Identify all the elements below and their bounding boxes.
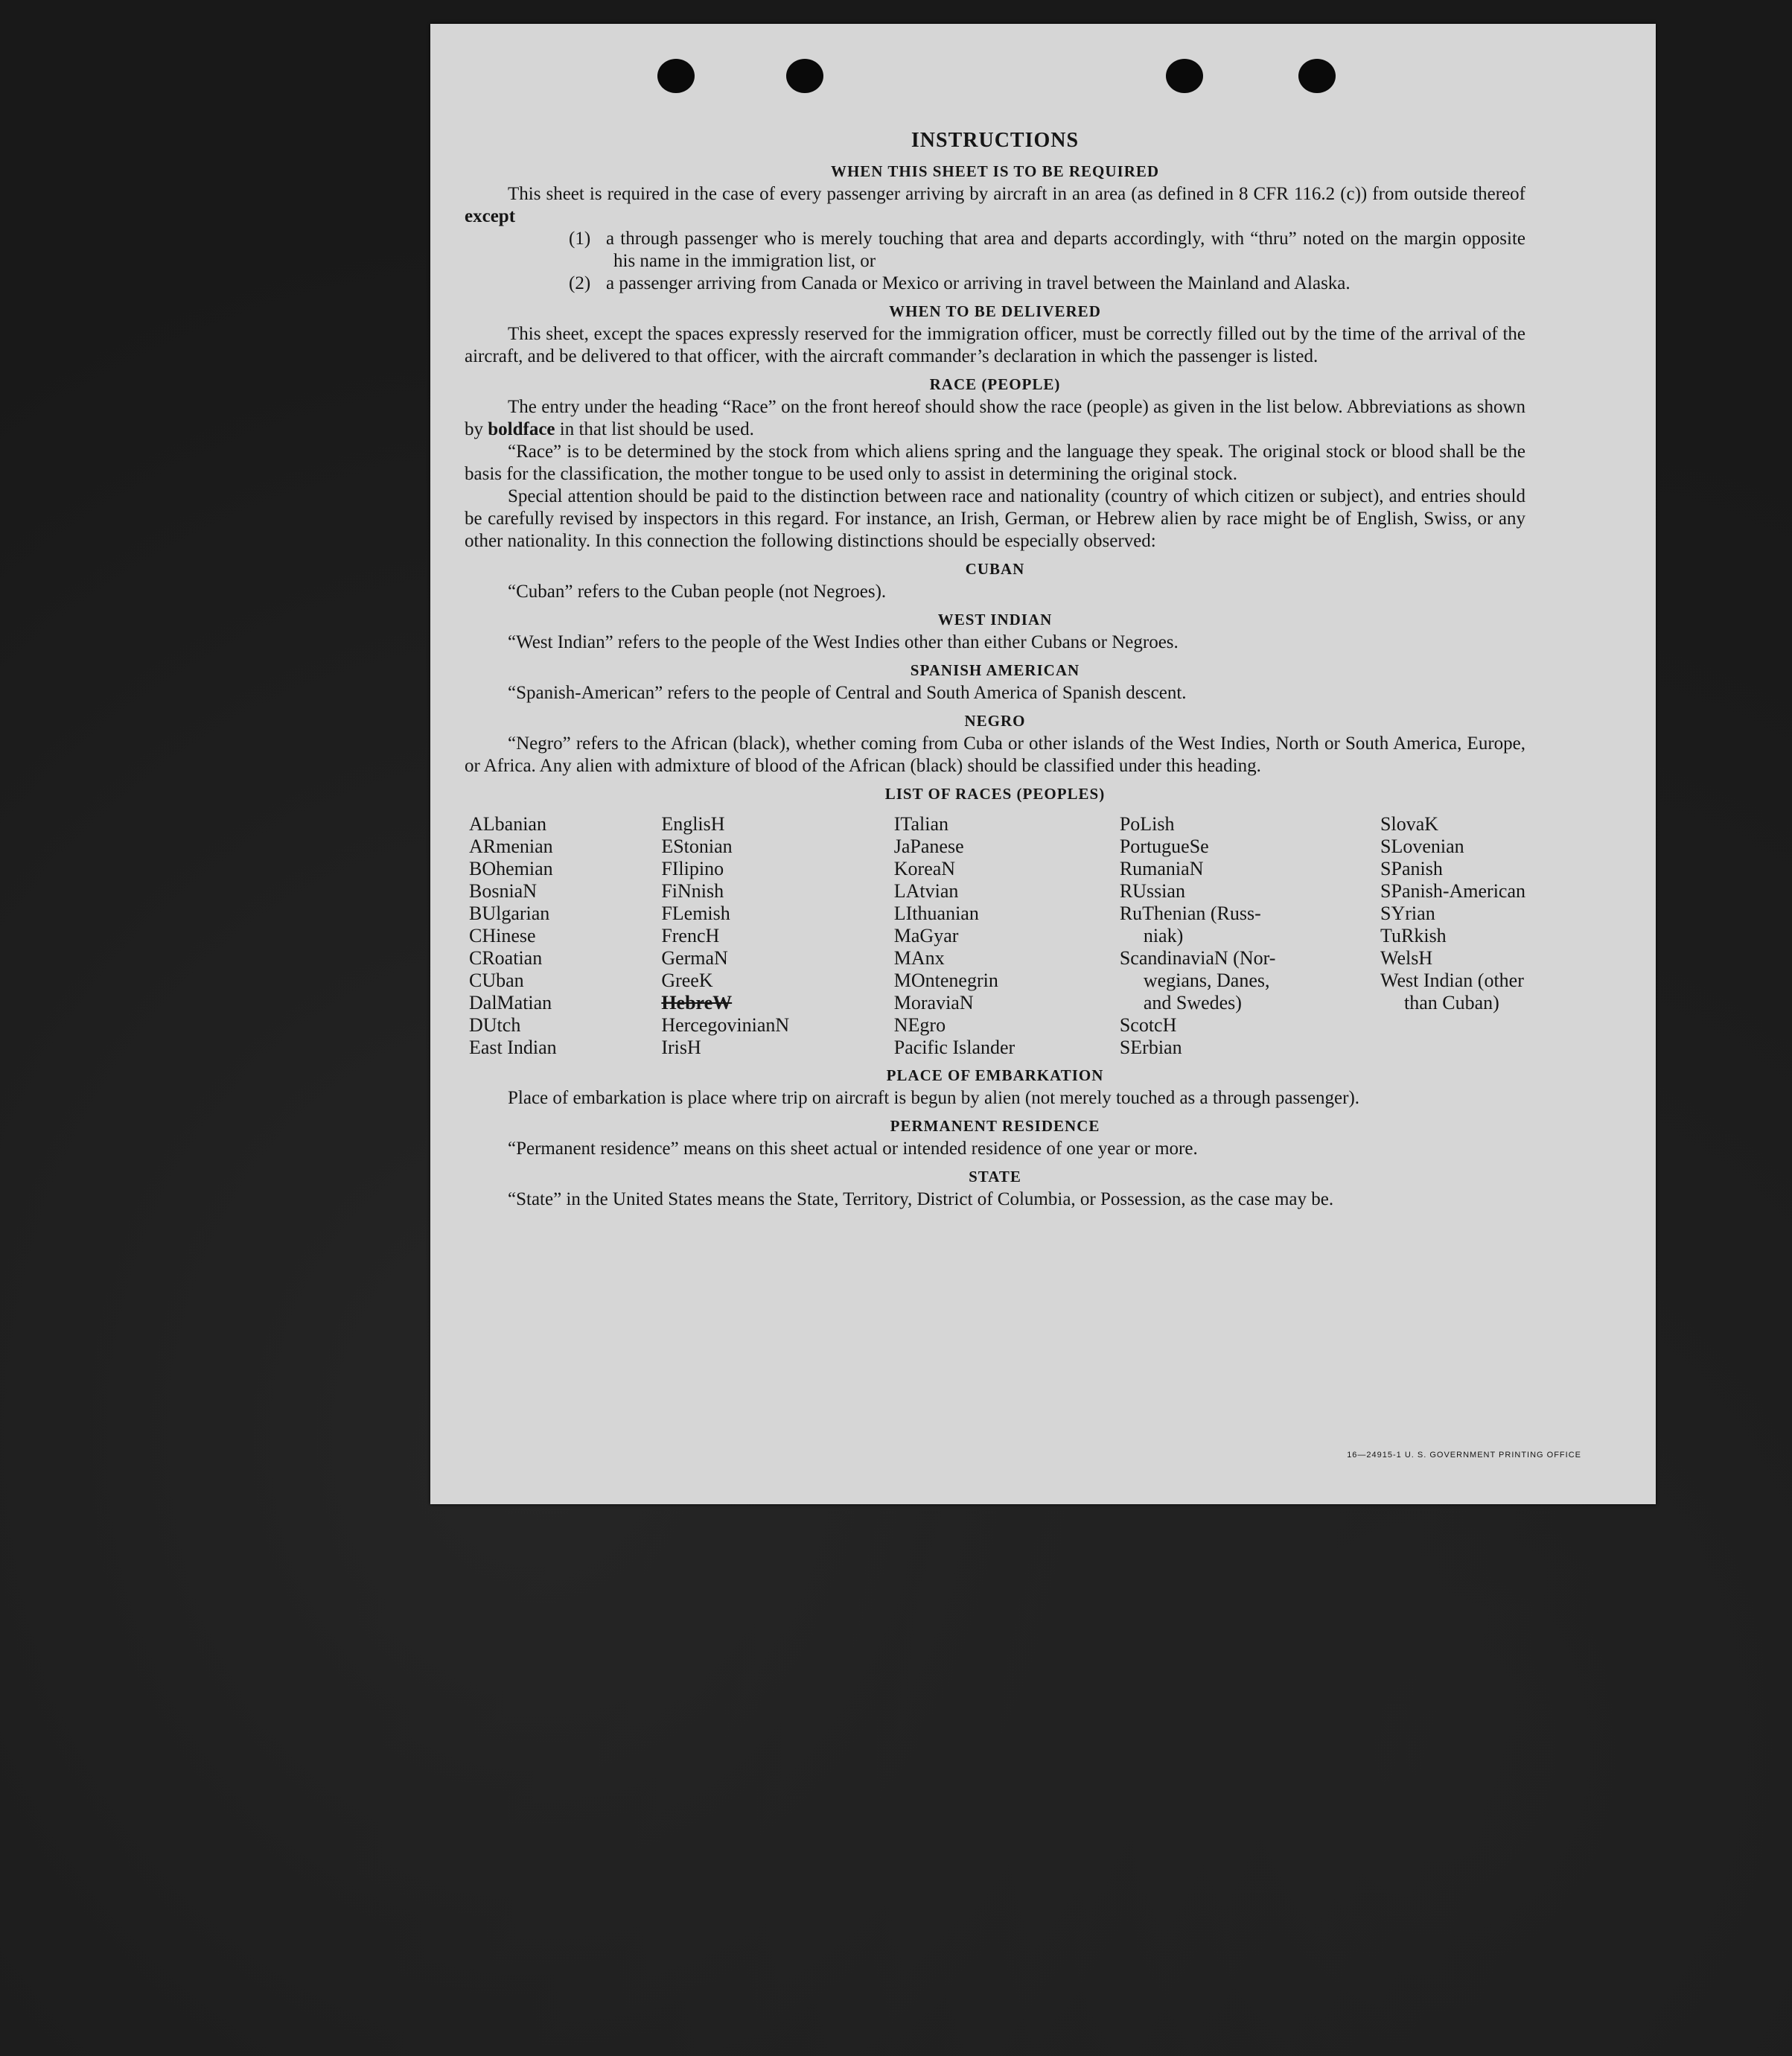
- required-item-1: [465, 228, 1525, 273]
- race-entry: MoraviaN: [893, 992, 974, 1013]
- race-entry: MAnx: [893, 947, 945, 969]
- page-title: INSTRUCTIONS: [911, 129, 1080, 152]
- heading-embarkation: PLACE OF EMBARKATION: [886, 1066, 1104, 1084]
- race-entry: ALbanian: [469, 813, 546, 835]
- punch-hole: [657, 59, 695, 93]
- spanish-american-text: “Spanish-American” refers to the people of Central and South America of Spanish descent.: [508, 683, 1187, 703]
- races-column: [469, 813, 557, 1059]
- race-entry: ScandinaviaN (Nor-: [1119, 947, 1276, 969]
- race-paragraph-3: Special attention should be paid to the distinction between race and nationality (country of which citizen or subject), and entries should be carefully revised by inspectors in this regard. For instance, an Irish, German, or Hebrew alien by race might be of English, Swiss, or any other nationality. In this connection the following distinctions should be especially observed:: [465, 486, 1525, 551]
- delivered-text: This sheet, except the spaces expressly reserved for the immigration officer, must be correctly filled out by the time of the arrival of the aircraft, and be delivered to that officer, with the aircraft commander’s declaration in which the passenger is listed.: [465, 324, 1525, 366]
- required-intro-text: This sheet is required in the case of every passenger arriving by aircraft in an area (as defined in 8 CFR 116.2 (c)) from outside thereof: [508, 184, 1525, 204]
- required-item-2: [465, 273, 1525, 295]
- race-entry: East Indian: [469, 1037, 557, 1058]
- race-entry: SLovenian: [1380, 836, 1464, 857]
- race-entry: FrencH: [661, 925, 720, 946]
- required-intro: [465, 183, 1525, 228]
- races-column: [1380, 813, 1525, 1059]
- race-entry: BOhemian: [469, 858, 553, 879]
- race-p1-bold: boldface: [488, 419, 555, 439]
- race-entry: HebreW: [661, 992, 733, 1013]
- punch-hole: [1166, 59, 1203, 93]
- heading-race: RACE (PEOPLE): [929, 375, 1061, 393]
- heading-residence: PERMANENT RESIDENCE: [890, 1117, 1100, 1135]
- race-entry: FIlipino: [661, 858, 724, 879]
- race-entry: Pacific Islander: [893, 1037, 1015, 1058]
- required-intro-bold: except: [465, 206, 516, 226]
- race-entry: niak): [1143, 925, 1184, 946]
- race-entry: SErbian: [1119, 1037, 1182, 1058]
- race-entry: SlovaK: [1380, 813, 1439, 835]
- race-entry: CUban: [469, 970, 524, 991]
- race-entry: ScotcH: [1119, 1014, 1177, 1036]
- race-entry: RumaniaN: [1119, 858, 1204, 879]
- race-entry: LIthuanian: [893, 903, 979, 924]
- race-entry: TuRkish: [1380, 925, 1447, 946]
- punch-hole: [786, 59, 823, 93]
- race-entry: MaGyar: [893, 925, 959, 946]
- cuban-text: “Cuban” refers to the Cuban people (not Negroes).: [508, 582, 887, 602]
- heading-spanish-american: SPANISH AMERICAN: [910, 661, 1080, 679]
- race-entry: DUtch: [469, 1014, 521, 1036]
- west-indian-text: “West Indian” refers to the people of the West Indies other than either Cubans or Negroes.: [508, 632, 1179, 652]
- race-entry: MOntenegrin: [893, 970, 998, 991]
- heading-required: WHEN THIS SHEET IS TO BE REQUIRED: [830, 162, 1160, 180]
- race-p1-after: in that list should be used.: [555, 419, 754, 439]
- document-body: [465, 128, 1525, 1211]
- race-entry: PoLish: [1119, 813, 1175, 835]
- race-entry: BUlgarian: [469, 903, 550, 924]
- print-code: 16—24915-1 U. S. GOVERNMENT PRINTING OFFICE: [1347, 1451, 1581, 1460]
- heading-list-of-races: LIST OF RACES (PEOPLES): [884, 785, 1106, 803]
- race-entry: SYrian: [1380, 903, 1435, 924]
- heading-west-indian: WEST INDIAN: [937, 611, 1053, 628]
- residence-text: “Permanent residence” means on this sheet actual or intended residence of one year or more.: [508, 1139, 1198, 1159]
- race-entry: RUssian: [1119, 880, 1185, 902]
- race-entry: LAtvian: [893, 880, 959, 902]
- punch-hole: [1298, 59, 1336, 93]
- race-entry: SPanish: [1380, 858, 1443, 879]
- race-entry: FiNnish: [661, 880, 724, 902]
- race-entry: ARmenian: [469, 836, 553, 857]
- state-text: “State” in the United States means the State, Territory, District of Columbia, or Possession, as the case may be.: [508, 1189, 1334, 1209]
- race-entry: SPanish-American: [1380, 880, 1525, 902]
- race-entry: CRoatian: [469, 947, 543, 969]
- race-entry: and Swedes): [1143, 992, 1242, 1013]
- race-entry: FLemish: [661, 903, 730, 924]
- embarkation-text: Place of embarkation is place where trip on aircraft is begun by alien (not merely touched as a through passenger).: [508, 1088, 1360, 1108]
- race-entry: WelsH: [1380, 947, 1433, 969]
- race-entry: NEgro: [893, 1014, 946, 1036]
- race-entry: ITalian: [893, 813, 949, 835]
- item-number: (2): [569, 273, 591, 293]
- item-number: (1): [569, 229, 591, 249]
- race-entry: GermaN: [661, 947, 728, 969]
- race-entry: EnglisH: [661, 813, 725, 835]
- races-column: [1120, 813, 1276, 1059]
- races-list: [469, 813, 1525, 1059]
- race-entry: IrisH: [661, 1037, 701, 1058]
- race-paragraph-2: “Race” is to be determined by the stock from which aliens spring and the language they speak. The original stock or blood shall be the basis for the classification, the mother tongue to be used only to assist in determining the original stock.: [465, 442, 1525, 484]
- race-entry: RuThenian (Russ-: [1119, 903, 1261, 924]
- race-entry: GreeK: [661, 970, 713, 991]
- race-entry: EStonian: [661, 836, 733, 857]
- race-entry: wegians, Danes,: [1143, 970, 1270, 991]
- race-entry: PortugueSe: [1119, 836, 1209, 857]
- race-entry: KoreaN: [893, 858, 956, 879]
- race-entry: BosniaN: [469, 880, 537, 902]
- races-column: [894, 813, 1015, 1059]
- heading-delivered: WHEN TO BE DELIVERED: [889, 302, 1101, 320]
- negro-text: “Negro” refers to the African (black), whether coming from Cuba or other islands of the West Indies, North or South America, Europe, or Africa. Any alien with admixture of blood of the African (black) should be classified under this heading.: [465, 733, 1525, 776]
- race-entry: HercegovinianN: [661, 1014, 790, 1036]
- race-entry: CHinese: [469, 925, 536, 946]
- race-p1-text: The entry under the heading “Race” on the front hereof should show the race (people) as given in the list below. Abbreviations as shown by: [465, 397, 1525, 439]
- item-text: a through passenger who is merely touching that area and departs accordingly, with “thru” noted on the margin opposite his name in the immigration list, or: [606, 229, 1525, 271]
- race-entry: West Indian (other: [1380, 970, 1524, 991]
- heading-cuban: CUBAN: [965, 560, 1025, 578]
- heading-negro: NEGRO: [964, 712, 1026, 730]
- race-entry: DalMatian: [469, 992, 552, 1013]
- item-text: a passenger arriving from Canada or Mexico or arriving in travel between the Mainland and Alaska.: [606, 273, 1351, 293]
- race-entry: than Cuban): [1404, 992, 1499, 1013]
- heading-state: STATE: [969, 1168, 1021, 1185]
- instruction-sheet: [430, 24, 1656, 1504]
- races-column: [661, 813, 789, 1059]
- race-paragraph-1: [465, 396, 1525, 441]
- race-entry: JaPanese: [893, 836, 964, 857]
